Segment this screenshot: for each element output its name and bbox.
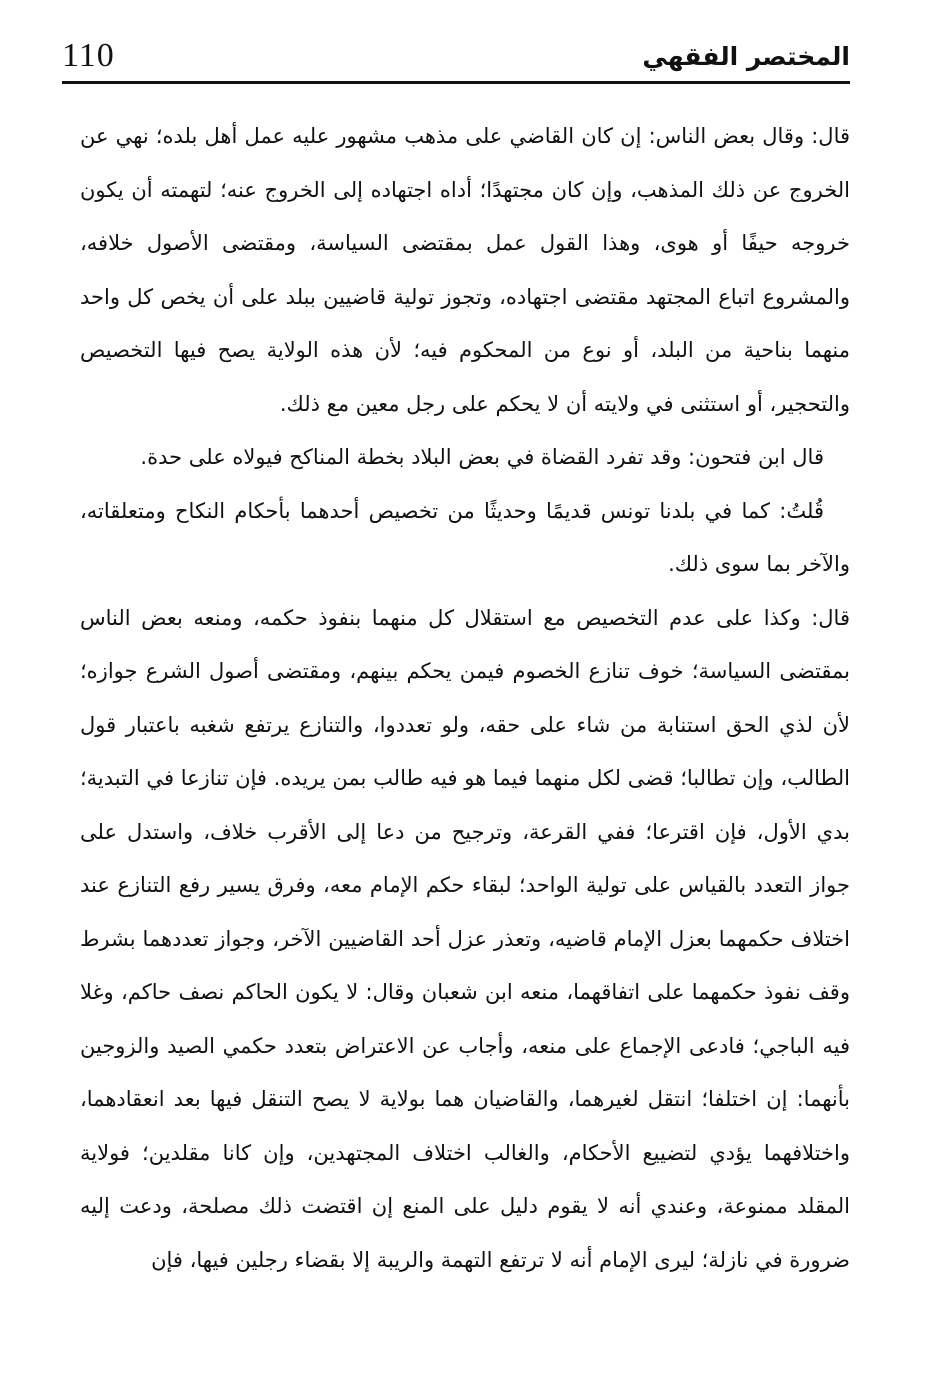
paragraph: قال ابن فتحون: وقد تفرد القضاة في بعض البلاد بخطة المناكح فيولاه على حدة. [140, 445, 824, 469]
paragraph: قال: وقال بعض الناس: إن كان القاضي على مذهب مشهور عليه عمل أهل بلده؛ نهي عن الخروج عن ذلك المذهب، وإن كان مجتهدًا؛ أداه اجتهاده إلى الخروج عنه؛ لتهمته أن يكون خروجه حيفًا أو هوى، وهذا القول عمل بمقتضى السياسة، ومقتضى الأصول خلافه، والمشروع اتباع المجتهد مقتضى اجتهاده، وتجوز تولية قاضيين ببلد على أن يخص كل واحد منهما بناحية من البلد، أو نوع من المحكوم فيه؛ لأن هذه الولاية يصح فيها التخصيص والتحجير، أو استثنى في ولايته أن لا يحكم على رجل معين مع ذلك. [80, 124, 850, 416]
running-title: المختصر الفقهي [642, 42, 850, 71]
page-header [62, 36, 850, 84]
header-rule [62, 81, 850, 84]
page-number: 110 [62, 37, 115, 74]
paragraph: قال: وكذا على عدم التخصيص مع استقلال كل منهما بنفوذ حكمه، ومنعه بعض الناس بمقتضى السياسة؛ خوف تنازع الخصوم فيمن يحكم بينهم، ومقتضى أصول الشرع جوازه؛ لأن لذي الحق استنابة من شاء على حقه، ولو تعددوا، والتنازع يرتفع شغبه باعتبار قول الطالب، وإن تطالبا؛ قضى لكل منهما فيما هو فيه طالب بمن يريده. فإن تنازعا في التبدية؛ بدي الأول، فإن اقترعا؛ ففي القرعة، وترجيح من دعا إلى الأقرب خلاف، واستدل على جواز التعدد بالقياس على تولية الواحد؛ لبقاء حكم الإمام معه، وفرق يسير رفع التنازع عند اختلاف حكمهما بعزل الإمام قاضيه، وتعذر عزل أحد القاضيين الآخر، وجواز تعددهما بشرط وقف نفوذ حكمهما على اتفاقهما، منعه ابن شعبان وقال: لا يكون الحاكم نصف حاكم، وغلا فيه الباجي؛ فادعى الإجماع على منعه، وأجاب عن الاعتراض بتعدد حكمي الصيد والزوجين بأنهما: إن اختلفا؛ انتقل لغيرهما، والقاضيان هما بولاية لا يصح التنقل فيها بعد انعقادهما، واختلافهما يؤدي لتضييع الأحكام، والغالب اختلاف المجتهدين، وإن كانا مقلدين؛ فولاية المقلد ممنوعة، وعندي أنه لا يقوم دليل على المنع إن اقتضت ذلك مصلحة، ودعت إليه ضرورة في نازلة؛ ليرى الإمام أنه لا ترتفع التهمة والريبة إلا بقضاء رجلين فيها، فإن [80, 605, 850, 1272]
body-text [80, 110, 850, 1360]
paragraph: قُلتُ: كما في بلدنا تونس قديمًا وحديثًا من تخصيص أحدهما بأحكام النكاح ومتعلقاته، والآخر بما سوى ذلك. [80, 498, 850, 576]
